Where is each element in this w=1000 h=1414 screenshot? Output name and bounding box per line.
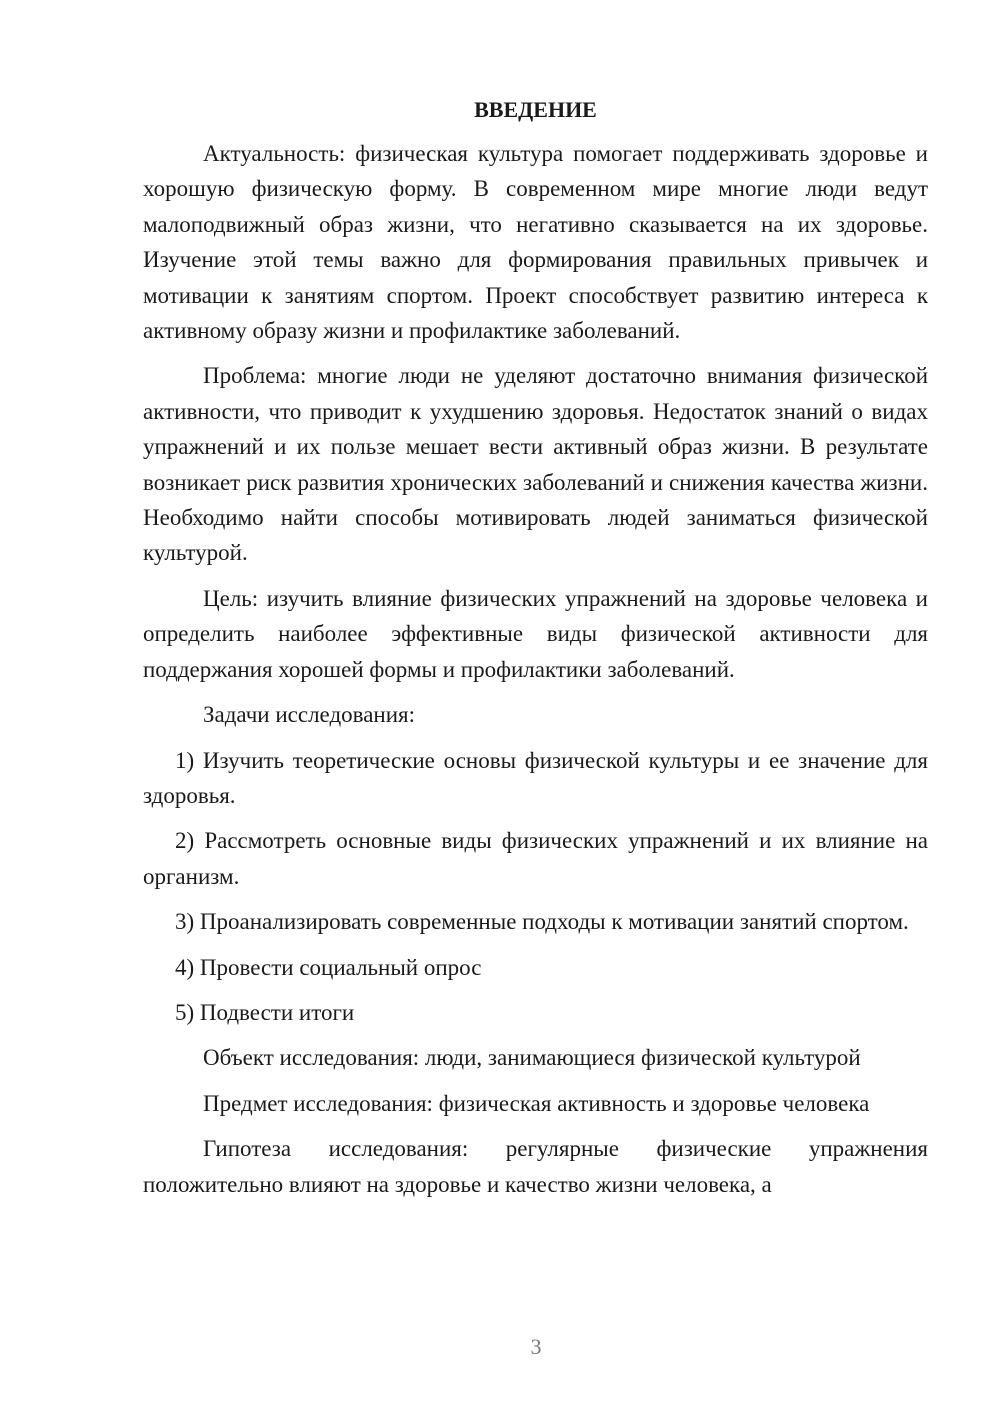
page-number: 3 <box>530 1334 542 1359</box>
task-item-4: 4) Провести социальный опрос <box>175 954 482 980</box>
task-item-1: 1) Изучить теоретические основы физической культуры и ее значение для здоровья. <box>143 747 928 808</box>
task-item-2: 2) Рассмотреть основные виды физических упражнений и их влияние на организм. <box>143 828 928 889</box>
task-item-3: 3) Проанализировать современные подходы к мотивации занятий спортом. <box>175 909 909 935</box>
task-item-5: 5) Подвести итоги <box>175 999 355 1025</box>
paragraph-goal: Цель: изучить влияние физических упражнений на здоровье человека и определить наиболее эффективные виды физической активности для поддержания хорошей формы и профилактики заболеваний. <box>143 585 928 682</box>
paragraph-problem: Проблема: многие люди не уделяют достаточно внимания физической активности, что приводит к ухудшению здоровья. Недостаток знаний о видах упражнений и их пользе мешает вести активный образ жизни. В результате возникает риск развития хронических заболеваний и снижения качества жизни. Необходимо найти способы мотивировать людей заниматься физической культурой. <box>143 363 928 566</box>
document-body <box>143 95 928 1202</box>
paragraph-tasks-heading: Задачи исследования: <box>203 702 416 728</box>
paragraph-relevance: Актуальность: физическая культура помогает поддерживать здоровье и хорошую физическую форму. В современном мире многие люди ведут малоподвижный образ жизни, что негативно сказывается на их здоровье. Изучение этой темы важно для формирования правильных привычек и мотивации к занятиям спортом. Проект способствует развитию интереса к активному образу жизни и профилактике заболеваний. <box>143 141 928 344</box>
section-title: ВВЕДЕНИЕ <box>474 97 597 122</box>
paragraph-hypothesis: Гипотеза исследования: регулярные физические упражнения положительно влияют на здоровье и качество жизни человека, а <box>143 1136 928 1197</box>
paragraph-object: Объект исследования: люди, занимающиеся физической культурой <box>203 1045 861 1071</box>
paragraph-subject: Предмет исследования: физическая активность и здоровье человека <box>203 1090 870 1116</box>
